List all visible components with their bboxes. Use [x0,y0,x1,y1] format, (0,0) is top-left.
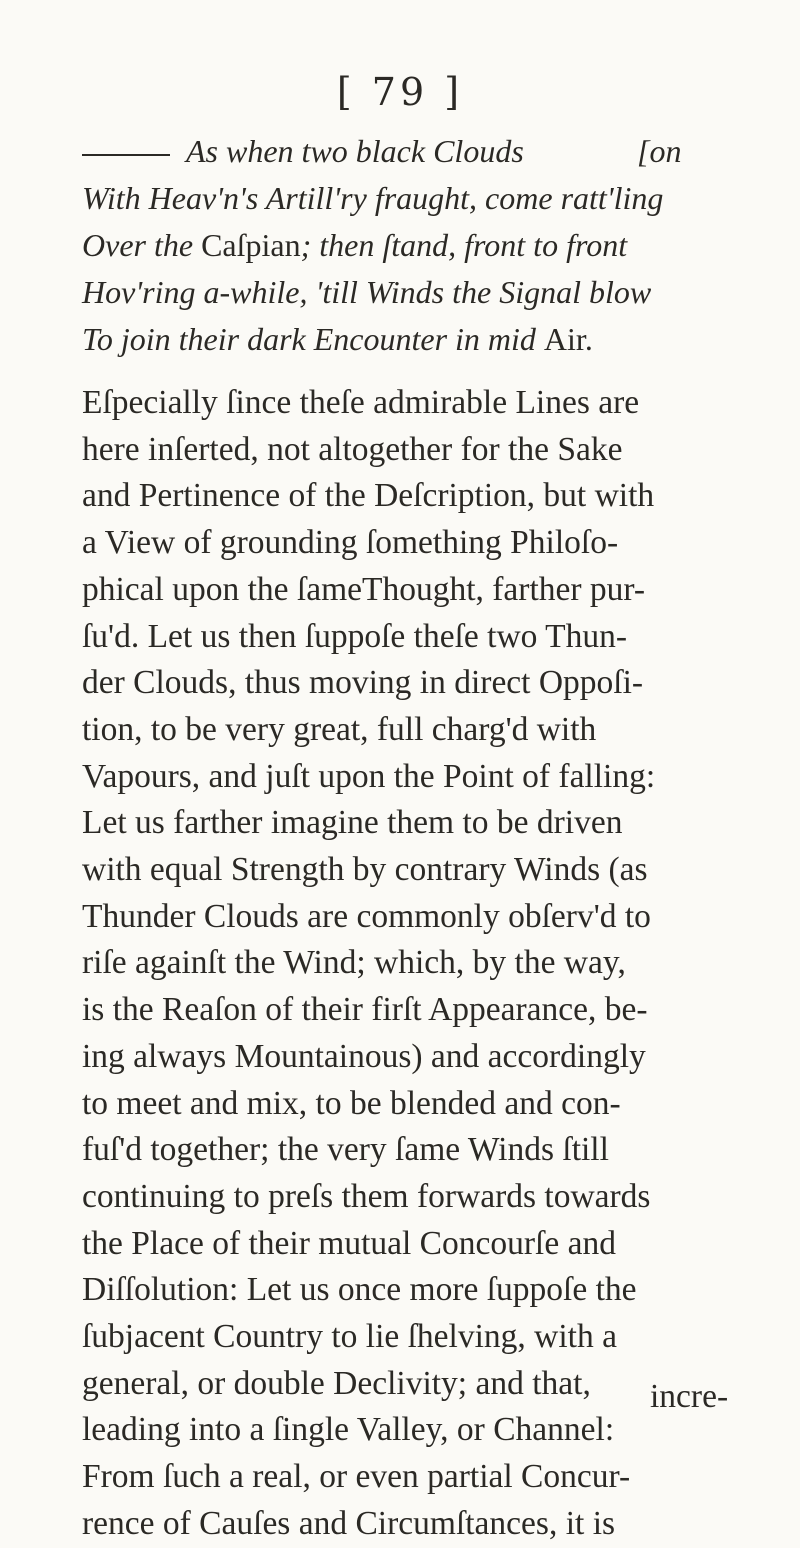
verse-catchword: [on [637,133,682,169]
prose-line: Thunder Clouds are commonly obſerv'd to [82,897,651,935]
verse-quotation [82,128,742,363]
prose-line: leading into a ſingle Valley, or Channel: [82,1411,615,1449]
prose-line: a View of grounding ſomething Philoſo- [82,524,619,562]
prose-line: and Pertinence of the Deſcription, but with [82,477,655,515]
prose-line: ing always Mountainous) and accordingly [82,1037,646,1075]
prose-line: Let us farther imagine them to be driven [82,804,623,842]
verse-line-1 [82,128,742,175]
prose-line: ſu'd. Let us then ſuppoſe theſe two Thun- [82,617,628,655]
prose-line: with equal Strength by contrary Winds (as [82,851,648,889]
prose-line: Diſſolution: Let us once more ſuppoſe the [82,1271,637,1309]
prose-line: fuſ'd together; the very ſame Winds ſtill [82,1131,609,1169]
prose-line: here inſerted, not altogether for the Sake [82,430,623,468]
prose-paragraph [82,380,746,1548]
verse-line-3 [82,222,742,269]
prose-line: rence of Cauſes and Circumſtances, it is [82,1504,616,1542]
prose-line: riſe againſt the Wind; which, by the way, [82,944,626,982]
prose-line: Vapours, and juſt upon the Point of falling: [82,757,656,795]
prose-line: der Clouds, thus moving in direct Oppoſi- [82,664,644,702]
verse-line-5-start: To join their dark Encounter in mid [82,321,544,357]
verse-line-1-text: As when two black Clouds [186,133,524,169]
verse-line-5-end: Air. [543,321,593,357]
prose-line: continuing to preſs them forwards towards [82,1177,651,1215]
verse-line-3-place: Caſpian [201,227,301,263]
verse-line-3-start: Over the [82,227,202,263]
prose-line: Eſpecially ſince theſe admirable Lines are [82,384,640,421]
page-number: [ 79 ] [336,70,464,114]
prose-line: to meet and mix, to be blended and con- [82,1084,621,1122]
prose-line: From ſuch a real, or even partial Concur- [82,1458,631,1496]
verse-line-5 [82,316,742,363]
verse-line-3-end: ; then ſtand, front to front [300,227,628,263]
prose-line: the Place of their mutual Concourſe and [82,1224,616,1262]
prose-line: tion, to be very great, full charg'd with [82,710,597,748]
prose-line: general, or double Declivity; and that, [82,1364,591,1402]
verse-line-4: Hov'ring a-while, 'till Winds the Signal blow [82,274,652,310]
prose-line: ſubjacent Country to lie ſhelving, with a [82,1318,617,1356]
prose-line: is the Reaſon of their firſt Appearance, be- [82,991,648,1029]
em-dash-rule [82,154,170,156]
prose-line: phical upon the ſameThought, farther pur- [82,570,646,608]
verse-line-2: With Heav'n's Artill'ry fraught, come ratt'ling [82,180,664,216]
page-catchword: incre- [650,1378,729,1415]
